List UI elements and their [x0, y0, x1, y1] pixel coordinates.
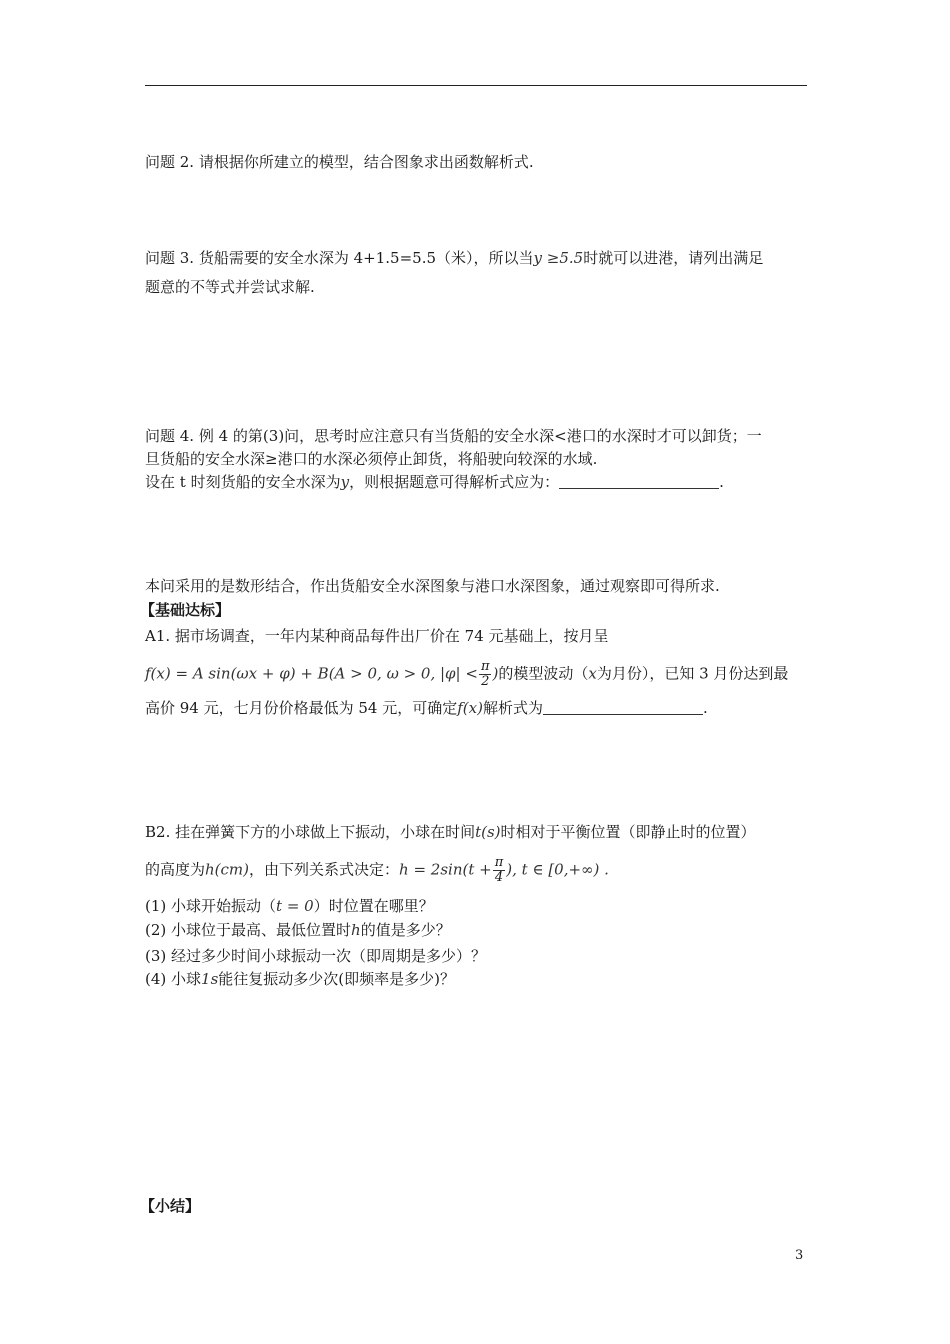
question-4-line-2: [145, 449, 597, 469]
b2-height-text: 的高度为: [145, 860, 206, 879]
question-3-text: 问题 3. 货船需要的安全水深为 4+1.5=5.5（米），所以当: [145, 249, 534, 267]
b2-relation-text: ，由下列关系式决定：: [249, 860, 400, 879]
f-of-x: f(x): [457, 699, 483, 717]
question-4-prompt-end: ，则根据题意可得解析式应为：: [349, 473, 560, 491]
a1-text-end: 为月份），已知 3 月份达到最: [596, 664, 789, 683]
a1-text: 的模型波动（: [498, 664, 589, 683]
b2-formula-end: ), t ∈ [0,+∞) .: [506, 860, 609, 879]
sub1-text-end: ）时位置在哪里？: [313, 897, 434, 915]
a1-answer-blank: [543, 700, 703, 715]
a1-formula: f(x) = A sin(ωx + φ) + B(A > 0, ω > 0, |φ| <: [145, 664, 478, 683]
geq-symbol: ≥: [265, 450, 278, 468]
a1-prompt: 高价 94 元，七月份价格最低为 54 元，可确定: [145, 699, 458, 717]
question-4-line-1: 问题 4. 例 4 的第(3)问，思考时应注意只有当货船的安全水深<港口的水深时才可以卸货；一: [145, 427, 762, 445]
question-3-inequality: y ≥5.5: [533, 249, 584, 267]
a1-line-3: [145, 698, 708, 718]
question-4-text-end: 港口的水深必须停止卸货，将船驶向较深的水域.: [277, 450, 598, 468]
b2-subquestion-2: [145, 920, 451, 940]
period: .: [719, 473, 724, 491]
b2-text-end: 时相对于平衡位置（即静止时的位置）: [500, 823, 756, 841]
fraction-numerator: π: [494, 855, 504, 870]
a1-line-1: A1. 据市场调查，一年内某种商品每件出厂价在 74 元基础上，按月呈: [145, 627, 609, 645]
pi-over-2-fraction: [479, 660, 492, 689]
header-rule: [145, 85, 807, 86]
variable-x: x: [588, 664, 597, 683]
b2-line-1: [145, 822, 756, 842]
b2-subquestion-1: [145, 896, 434, 916]
section-basic-heading: 【基础达标】: [140, 601, 231, 619]
variable-y: y: [340, 473, 350, 491]
one-second: 1s: [201, 970, 219, 988]
section-summary-heading: 【小结】: [140, 1197, 201, 1215]
t-equals-zero: t = 0: [276, 897, 314, 915]
a1-prompt-end: 解析式为: [482, 699, 543, 717]
time-variable: t(s): [475, 823, 501, 841]
b2-subquestion-3: (3) 经过多少时间小球振动一次（即周期是多少）？: [145, 947, 487, 965]
question-4-line-3: [145, 472, 724, 492]
fraction-numerator: π: [480, 659, 490, 674]
question-3-line-1: [145, 248, 763, 268]
question-2: 问题 2. 请根据你所建立的模型，结合图象求出函数解析式.: [145, 153, 534, 171]
sub2-text-end: 的值是多少？: [360, 921, 451, 939]
b2-line-2: [145, 856, 609, 885]
formula-close: ): [492, 664, 499, 683]
sub1-text: (1) 小球开始振动（: [145, 897, 277, 915]
height-variable: h(cm): [205, 860, 250, 879]
sub4-text: (4) 小球: [145, 970, 202, 988]
fraction-denominator: 4: [494, 870, 504, 885]
period: .: [702, 699, 708, 717]
h-variable: h: [351, 921, 361, 939]
b2-text: B2. 挂在弹簧下方的小球做上下振动，小球在时间: [145, 823, 476, 841]
fraction-denominator: 2: [481, 674, 490, 689]
sub4-text-end: 能往复振动多少次(即频率是多少)？: [218, 970, 455, 988]
b2-subquestion-4: [145, 969, 455, 989]
sub2-text: (2) 小球位于最高、最低位置时: [145, 921, 352, 939]
answer-blank: [559, 474, 719, 489]
question-3-line-2: 题意的不等式并尝试求解.: [145, 278, 315, 296]
pi-over-4-fraction: [493, 856, 506, 885]
question-4-prompt: 设在 t 时刻货船的安全水深为: [145, 473, 341, 491]
b2-formula: h = 2sin(t +: [399, 860, 492, 879]
question-4-text: 旦货船的安全水深: [145, 450, 266, 468]
question-3-text-end: 时就可以进港，请列出满足: [583, 249, 764, 267]
page-number: 3: [795, 1248, 804, 1263]
a1-line-2: [145, 660, 788, 689]
method-note: 本问采用的是数形结合，作出货船安全水深图象与港口水深图象，通过观察即可得所求.: [145, 577, 720, 595]
